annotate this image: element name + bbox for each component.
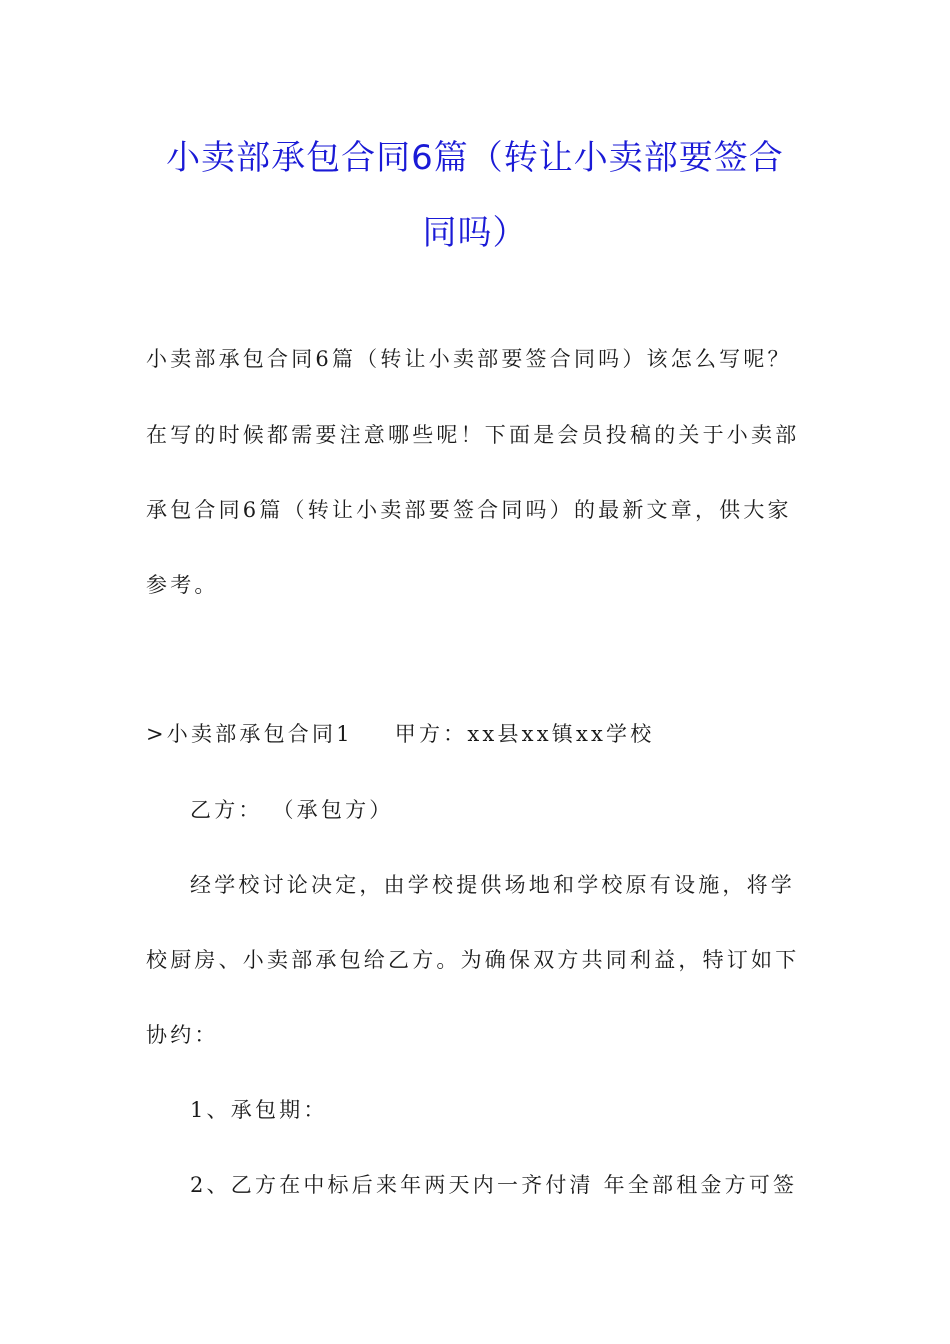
contract-heading-line	[146, 720, 654, 748]
body-line-2: 校厨房、小卖部承包给乙方。为确保双方共同利益，特订如下	[146, 948, 800, 972]
document-title-line-1: 小卖部承包合同6篇（转让小卖部要签合	[166, 138, 784, 178]
intro-line-3: 承包合同6篇（转让小卖部要签合同吗）的最新文章，供大家	[146, 498, 792, 522]
party-b: 乙方： （承包方）	[190, 798, 394, 822]
document-title-line-2: 同吗）	[422, 213, 528, 253]
intro-line-2: 在写的时候都需要注意哪些呢！下面是会员投稿的关于小卖部	[146, 423, 800, 447]
item-2: 2、乙方在中标后来年两天内一齐付清 年全部租金方可签	[190, 1173, 798, 1197]
body-line-3: 协约：	[146, 1023, 219, 1047]
intro-line-4: 参考。	[146, 573, 219, 597]
intro-line-1: 小卖部承包合同6篇（转让小卖部要签合同吗）该怎么写呢？	[146, 347, 792, 371]
party-a: 甲方：xx县xx镇xx学校	[394, 722, 655, 746]
body-line-1: 经学校讨论决定，由学校提供场地和学校原有设施，将学	[190, 873, 795, 897]
item-1: 1、承包期：	[190, 1098, 328, 1122]
contract-heading: >小卖部承包合同1	[146, 722, 353, 746]
